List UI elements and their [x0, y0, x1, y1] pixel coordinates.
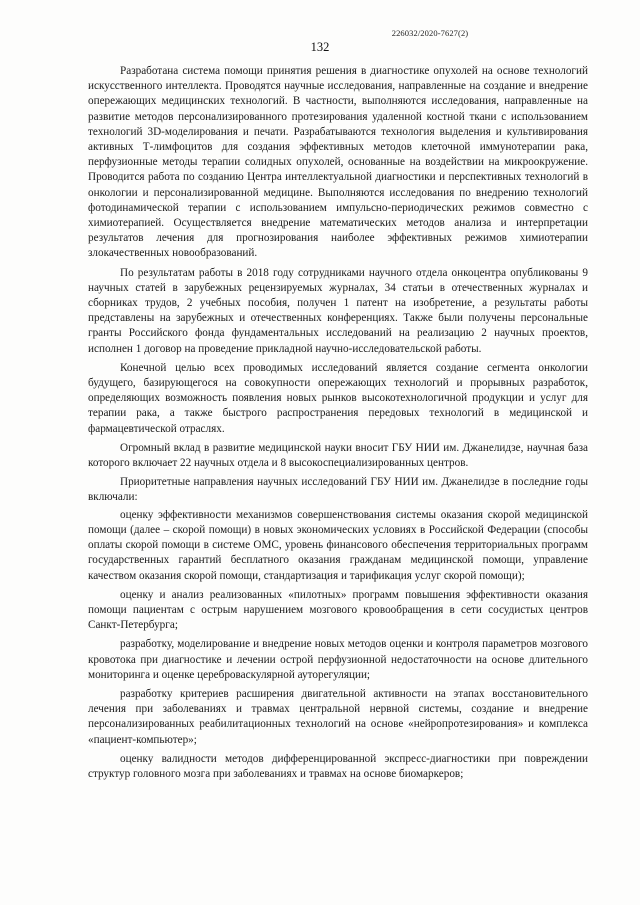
paragraph-ai-diagnostics: Разработана система помощи принятия решения в диагностике опухолей на основе технологий искусственного интеллекта. Проводятся научные исследования, направленные на создание и внедрение опережающих медицинских технологий. В частности, выполняются исследования, направленные на развитие методов персонализированного протезирования удаленной костной ткани с использованием технологий 3D-моделирования и печати. Разрабатываются технология выделения и культивирования активных Т-лимфоцитов для создания эффективных методов клеточной иммунотерапии рака, перфузионные методы терапии солидных опухолей, основанные на воздействии на микроокружение. Проводится работа по созданию Центра интеллектуальной диагностики и перспективных технологий в онкологии и персонализированной медицине. Выполняются исследования по внедрению технологий фотодинамической терапии с использованием импульсно-периодических режимов совместно с химиотерапией. Осуществляется внедрение математических методов анализа и интерпретации результатов лечения для прогнозирования наиболее эффективных режимов химиотерапии злокачественных новообразований. [88, 65, 588, 260]
list-item-biomarker-diagnostics: оценку валидности методов дифференцированной экспресс-диагностики при повреждении структур головного мозга при заболеваниях и травмах на основе биомаркеров; [88, 752, 588, 780]
document-body [88, 64, 588, 786]
list-item-cerebral-blood-flow: разработку, моделирование и внедрение новых методов оценки и контроля параметров мозгового кровотока при диагностике и лечении острой перфузионной недостаточности на основе длительного мониторинга и оценке цереброваскулярной ауторегуляции; [88, 638, 588, 681]
paragraph-priority-directions: Приоритетные направления научных исследований ГБУ НИИ им. Джанелидзе в последние годы включали: [88, 476, 588, 504]
list-item-stroke-programs: оценку и анализ реализованных «пилотных» программ повышения эффективности оказания помощи пациентам с острым нарушением мозгового кровообращения в сети сосудистых центров Санкт-Петербурга; [88, 588, 588, 632]
list-item-rehabilitation-criteria: разработку критериев расширения двигательной активности на этапах восстановительного лечения при заболеваниях и травмах центральной нервной системы, создание и внедрение персонализированных реабилитационных технологий на основе «нейропротезирования» и комплекса «пациент-компьютер»; [88, 687, 588, 746]
page-number: 132 [310, 40, 330, 54]
paragraph-dzhanelidze-institute: Огромный вклад в развитие медицинской науки вносит ГБУ НИИ им. Джанелидзе, научная база которого включает 22 научных отдела и 8 высокоспециализированных центров. [88, 441, 588, 470]
list-item-emergency-care-evaluation: оценку эффективности механизмов совершенствования системы оказания скорой медицинской помощи (далее – скорой помощи) в новых экономических условиях в Российской Федерации (способы оплаты скорой помощи в системе ОМС, уровень финансового обеспечения территориальных программ государственных гарантий бесплатного оказания гражданам медицинской помощи, управление качеством оказания скорой помощи, стандартизация и тарификация услуг скорой помощи); [88, 508, 588, 582]
paragraph-publications-2018: По результатам работы в 2018 году сотрудниками научного отдела онкоцентра опубликованы 9 научных статей в зарубежных рецензируемых журналах, 34 статьи в отечественных журналах и сборниках трудов, 2 учебных пособия, получен 1 патент на изобретение, а результаты работы представлены на зарубежных и отечественных конференциях. Также были получены персональные гранты Российского фонда фундаментальных исследований на реализацию 2 научных проектов, исполнен 1 договор на проведение прикладной научно-исследовательской работы. [88, 266, 588, 355]
paragraph-research-goal: Конечной целью всех проводимых исследований является создание сегмента онкологии будущего, базирующегося на совокупности опережающих технологий и прорывных разработок, определяющих возможность появления новых рынков высокотехнологичной продукции и услуг для терапии рака, а также быстрого распространения передовых технологий в медицинской и фармацевтической отраслях. [88, 361, 588, 435]
document-id: 226032/2020-7627(2) [391, 28, 469, 38]
